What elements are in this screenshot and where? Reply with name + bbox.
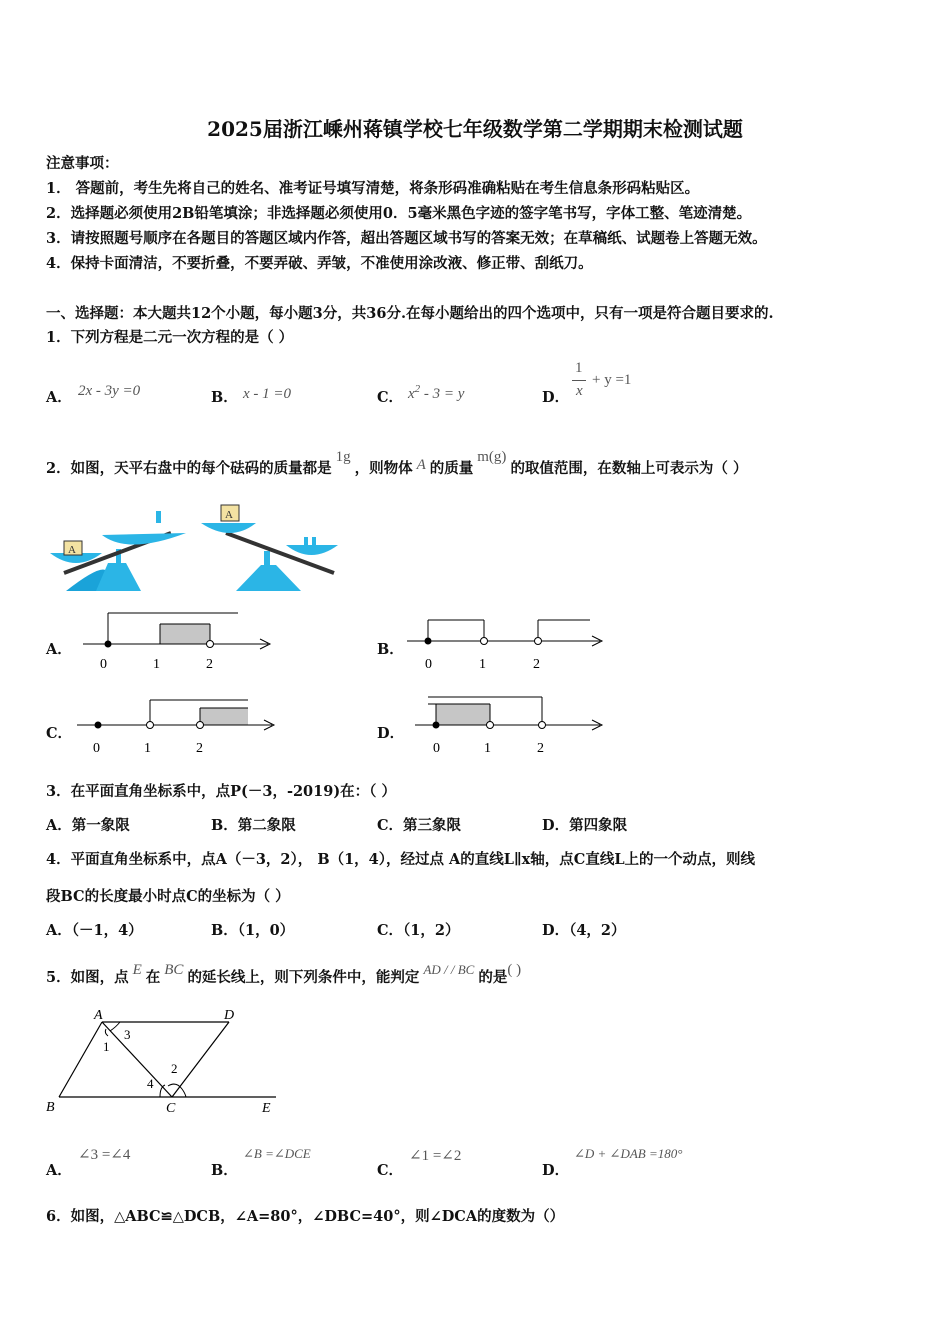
q3-stem: 3．在平面直角坐标系中，点P(－3，-2019)在：（ ）: [46, 783, 396, 800]
q1-option-d-denominator: x: [576, 383, 583, 399]
tick-1: 1: [484, 741, 491, 756]
q6-stem: 6．如图，△ABC≌△DCB，∠A=80°，∠DBC=40°，则∠DCA的度数为（）: [46, 1208, 565, 1225]
q2-option-d-label: D．: [377, 725, 405, 742]
q2-option-b-numberline: [402, 608, 612, 672]
tick-0: 0: [93, 741, 100, 756]
tick-0: 0: [433, 741, 440, 756]
vertex-c: C: [166, 1101, 176, 1116]
q1-option-b-label: B．: [211, 389, 238, 406]
left-scale: [50, 511, 186, 591]
q1-option-b: x - 1 =0: [243, 386, 292, 402]
angle-2: 2: [171, 1061, 178, 1076]
tick-2: 2: [537, 741, 544, 756]
q5-option-c-label: C．: [377, 1162, 404, 1179]
q2-option-c-label: C．: [46, 725, 73, 742]
q1-option-d-numerator: 1: [575, 360, 583, 376]
angle-4: 4: [147, 1076, 154, 1091]
q3-option-b: B．第二象限: [211, 817, 296, 834]
notice-item-4: 4．保持卡面清洁，不要折叠，不要弄破、弄皱，不准使用涂改液、修正带、刮纸刀。: [46, 255, 593, 272]
tick-1: 1: [479, 657, 486, 672]
tick-2: 2: [206, 657, 213, 672]
notice-item-1: 1． 答题前，考生先将自己的姓名、准考证号填写清楚，将条形码准确粘贴在考生信息条形码粘贴区。: [46, 180, 700, 197]
angle-3: 3: [124, 1027, 131, 1042]
q4-stem-line2: 段BC的长度最小时点C的坐标为（ ）: [46, 888, 290, 905]
right-object-label: A: [225, 509, 233, 521]
vertex-b: B: [46, 1100, 55, 1115]
q1-option-d-label: D．: [542, 389, 570, 406]
right-scale: [201, 505, 338, 591]
q5-option-b: ∠B =∠DCE: [243, 1146, 311, 1161]
q5-option-c: ∠1 =∠2: [409, 1148, 462, 1164]
q5-option-a: ∠3 =∠4: [78, 1147, 131, 1163]
vertex-a: A: [94, 1008, 103, 1023]
tick-2: 2: [533, 657, 540, 672]
q2-stem: 2．如图，天平右盘中的每个砝码的质量都是1g，则物体 A 的质量m(g)的取值范围，在数轴上可表示为（ ）: [46, 449, 748, 477]
angle-1: 1: [103, 1039, 110, 1054]
q1-option-c-label: C．: [377, 389, 404, 406]
q5-stem: 5．如图，点 E 在 BC 的延长线上，则下列条件中，能判定 AD / / BC 的是( ): [46, 962, 522, 986]
tick-0: 0: [425, 657, 432, 672]
tick-2: 2: [196, 741, 203, 756]
vertex-d: D: [224, 1008, 235, 1023]
q5-option-b-label: B．: [211, 1162, 238, 1179]
q5-option-d-label: D．: [542, 1162, 570, 1179]
parallelogram-figure: [44, 1003, 284, 1118]
notice-heading: 注意事项：: [46, 155, 119, 172]
q1-stem: 1．下列方程是二元一次方程的是（ ）: [46, 329, 294, 346]
page-title: 2025届浙江嵊州蒋镇学校七年级数学第二学期期末检测试题: [207, 117, 743, 141]
vertex-e: E: [262, 1101, 271, 1116]
notice-item-2: 2．选择题必须使用2B铅笔填涂；非选择题必须使用0．5毫米黑色字迹的签字笔书写，字体工整、笔迹清楚。: [46, 205, 752, 222]
q3-option-c: C．第三象限: [377, 817, 462, 834]
q1-option-d-rest: + y =1: [592, 372, 632, 388]
section-heading: 一、选择题：本大题共12个小题，每小题3分，共36分.在每小题给出的四个选项中，只有一项是符合题目要求的.: [46, 305, 774, 322]
q4-option-a: A．（－1，4）: [46, 922, 143, 939]
left-object-label: A: [68, 544, 76, 556]
q2-option-d-numberline: [410, 692, 610, 756]
q3-option-a: A．第一象限: [46, 817, 130, 834]
q1-option-c: $x^2 - 3 = y$: [408, 383, 465, 402]
balance-scales-figure: [46, 503, 342, 595]
tick-1: 1: [144, 741, 151, 756]
notice-item-3: 3．请按照题号顺序在各题目的答题区域内作答，超出答题区域书写的答案无效；在草稿纸、试题卷上答题无效。: [46, 230, 767, 247]
q2-option-b-label: B．: [377, 641, 404, 658]
q1-option-d-fraction-bar: [572, 380, 586, 381]
q1-option-a-label: A．: [46, 389, 72, 406]
tick-0: 0: [100, 657, 107, 672]
q3-option-d: D．第四象限: [542, 817, 628, 834]
tick-1: 1: [153, 657, 160, 672]
q4-stem-line1: 4．平面直角坐标系中，点A（－3，2）， B（1，4），经过点 A的直线L∥x轴，点C直线L上的一个动点，则线: [46, 851, 756, 868]
q4-option-b: B．（1，0）: [211, 922, 295, 939]
q2-option-a-label: A．: [46, 641, 72, 658]
q1-option-a: 2x - 3y =0: [78, 383, 141, 399]
q5-option-a-label: A．: [46, 1162, 72, 1179]
q4-option-c: C．（1，2）: [377, 922, 460, 939]
q4-option-d: D．（4，2）: [542, 922, 626, 939]
q2-option-c-numberline: [72, 692, 282, 756]
q5-option-d: ∠D + ∠DAB =180°: [574, 1146, 683, 1161]
q2-option-a-numberline: [78, 608, 278, 672]
